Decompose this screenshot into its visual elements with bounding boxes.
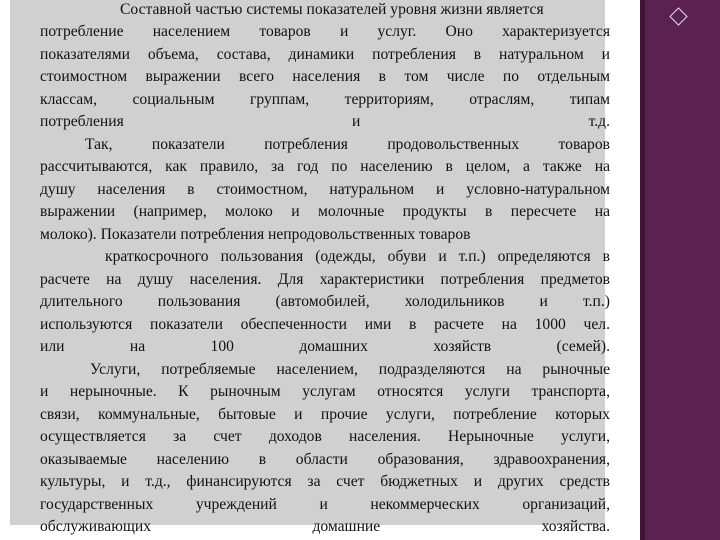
text-line: душу населения в стоимостном, натуральном и условно-натуральном <box>40 181 610 198</box>
text-line: молоко). Показатели потребления непродовольственных товаров <box>40 226 471 243</box>
text-line: длительного пользования (автомобилей, холодильников и т.п.) <box>40 293 610 310</box>
text-line: связи, коммунальные, бытовые и прочие услуги, потребление которых <box>40 406 610 423</box>
text-line: расчете на душу населения. Для характеристики потребления предметов <box>40 271 610 288</box>
text-line: классам, социальным группам, территориям, отраслям, типам <box>40 91 610 108</box>
text-line: рассчитываются, как правило, за год по населению в целом, а также на <box>40 158 610 175</box>
right-accent-bar <box>640 0 720 540</box>
text-line: или на 100 домашних хозяйств (семей). <box>40 338 610 355</box>
text-line: потребления и т.д. <box>40 113 610 130</box>
text-line: и нерыночные. К рыночным услугам относятся услуги транспорта, <box>40 383 610 400</box>
text-line: стоимостном выражении всего населения в том числе по отдельным <box>40 68 610 85</box>
text-line: оказываемые населению в области образования, здравоохранения, <box>40 451 610 468</box>
text-line: обслуживающих домашние хозяйства. <box>40 518 610 535</box>
text-line: показателями объема, состава, динамики потребления в натуральном и <box>40 46 610 63</box>
accent-bar-edge <box>640 0 645 540</box>
text-line: Составной частью системы показателей уровня жизни является <box>120 1 544 18</box>
text-line: краткосрочного пользования (одежды, обуви и т.п.) определяются в <box>105 248 610 265</box>
text-line: Так, показатели потребления продовольственных товаров <box>85 136 610 153</box>
text-line: Услуги, потребляемые населением, подразделяются на рыночные <box>90 361 610 378</box>
text-line: государственных учреждений и некоммерческих организаций, <box>40 496 610 513</box>
text-line: используются показатели обеспеченности ими в расчете на 1000 чел. <box>40 316 610 333</box>
text-line: культуры, и т.д., финансируются за счет бюджетных и других средств <box>40 473 610 490</box>
text-line: выражении (например, молоко и молочные продукты в пересчете на <box>40 203 610 220</box>
text-block <box>10 0 610 535</box>
text-line: потребление населением товаров и услуг. Оно характеризуется <box>40 23 610 40</box>
text-line: осуществляется за счет доходов населения. Нерыночные услуги, <box>40 428 610 445</box>
